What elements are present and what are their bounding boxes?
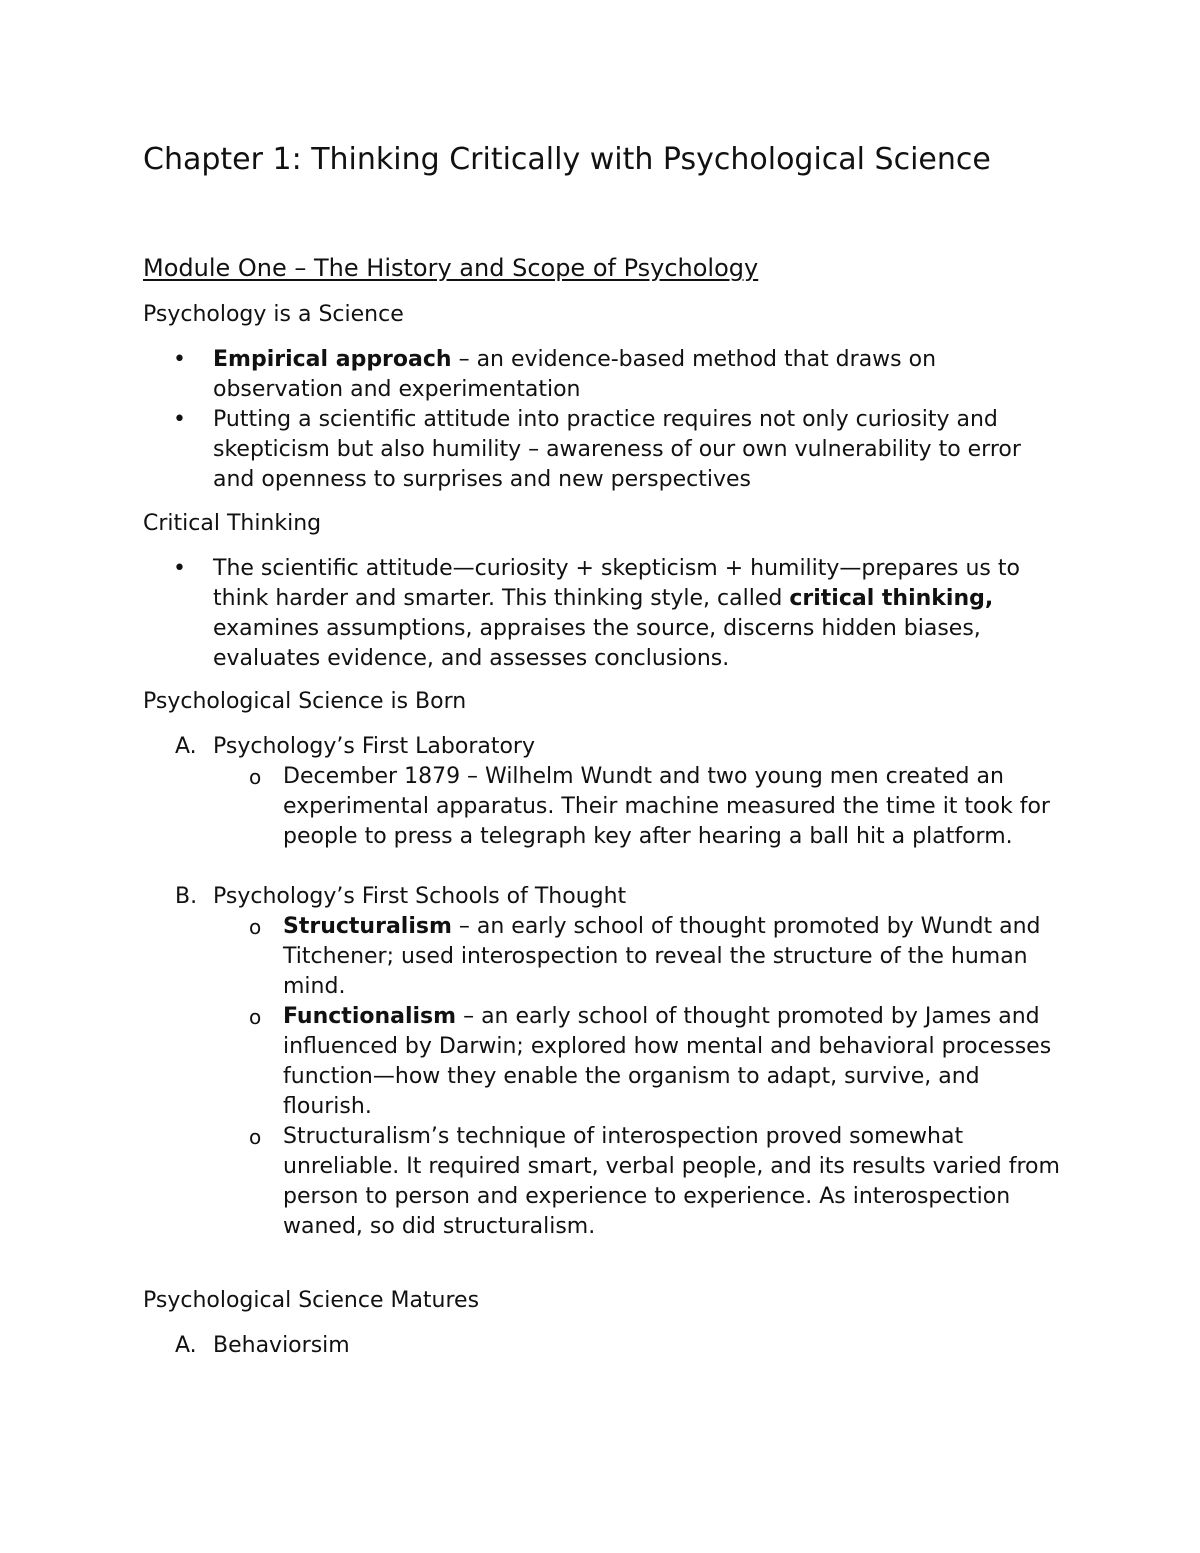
sub-list-item bbox=[213, 912, 1063, 1002]
sub-list-item bbox=[213, 1122, 1063, 1242]
list-letter: A. bbox=[175, 734, 197, 759]
sub-list-item-text: – an early school of thought promoted by James and influenced by Darwin; explored how mental and behavioral processes function—how they enable the organism to adapt, survive, and flourish. bbox=[283, 1004, 1052, 1119]
sub-list-item-text: December 1879 – Wilhelm Wundt and two young men created an experimental apparatus. Their machine measured the time it took for people to press a telegraph key after hearing a ball hit a platform. bbox=[283, 764, 1050, 849]
critical-bullet-list bbox=[143, 554, 1063, 674]
term-critical-thinking: critical thinking, bbox=[789, 586, 994, 611]
term-functionalism: Functionalism bbox=[283, 1004, 457, 1029]
section-heading-science: Psychology is a Science bbox=[143, 302, 404, 327]
section-heading-critical-thinking: Critical Thinking bbox=[143, 511, 322, 536]
sub-bullet-glyph: o bbox=[249, 915, 262, 939]
term-structuralism: Structuralism bbox=[283, 914, 452, 939]
sub-list bbox=[213, 762, 1063, 852]
matures-lettered-list bbox=[143, 1331, 1063, 1361]
lettered-item-a bbox=[143, 1331, 1063, 1361]
list-item-text: – an evidence-based method that draws on observation and experimentation bbox=[213, 347, 937, 402]
born-lettered-list bbox=[143, 732, 1063, 1242]
sub-list-item bbox=[213, 1002, 1063, 1122]
sub-list-item bbox=[213, 762, 1063, 852]
list-item bbox=[143, 554, 1063, 674]
list-letter: A. bbox=[175, 1333, 197, 1358]
list-item bbox=[143, 405, 1063, 495]
sub-list-item-text: – an early school of thought promoted by Wundt and Titchener; used interospection to reveal the structure of the human mind. bbox=[283, 914, 1041, 999]
lettered-item-title: Psychology’s First Schools of Thought bbox=[213, 884, 627, 909]
module-title: Module One – The History and Scope of Psychology bbox=[143, 254, 759, 282]
lettered-item-a bbox=[143, 732, 1063, 852]
sub-bullet-glyph: o bbox=[249, 1005, 262, 1029]
list-item-text: Putting a scientific attitude into practice requires not only curiosity and skepticism but also humility – awareness of our own vulnerability to error and openness to surprises and new perspectives bbox=[213, 407, 1021, 492]
chapter-title: Chapter 1: Thinking Critically with Psychological Science bbox=[143, 142, 991, 177]
lettered-item-title: Behaviorsim bbox=[213, 1333, 350, 1358]
list-item bbox=[143, 345, 1063, 405]
sub-list-item-text: Structuralism’s technique of interospection proved somewhat unreliable. It required smart, verbal people, and its results varied from person to person and experience to experience. As interospection waned, so did structuralism. bbox=[283, 1124, 1060, 1239]
list-letter: B. bbox=[175, 884, 198, 909]
sub-bullet-glyph: o bbox=[249, 765, 262, 789]
section-heading-matures: Psychological Science Matures bbox=[143, 1288, 480, 1313]
list-item-text: examines assumptions, appraises the source, discerns hidden biases, evaluates evidence, and assesses conclusions. bbox=[213, 616, 981, 671]
list-item-text: The scientific attitude—curiosity + skepticism + humility—prepares us to think harder and smarter. This thinking style, called bbox=[213, 556, 1020, 611]
term-empirical-approach: Empirical approach bbox=[213, 347, 452, 372]
sub-bullet-glyph: o bbox=[249, 1125, 262, 1149]
lettered-item-title: Psychology’s First Laboratory bbox=[213, 734, 535, 759]
science-bullet-list bbox=[143, 345, 1063, 495]
sub-list bbox=[213, 912, 1063, 1242]
lettered-item-b bbox=[143, 882, 1063, 1242]
section-heading-born: Psychological Science is Born bbox=[143, 689, 467, 714]
